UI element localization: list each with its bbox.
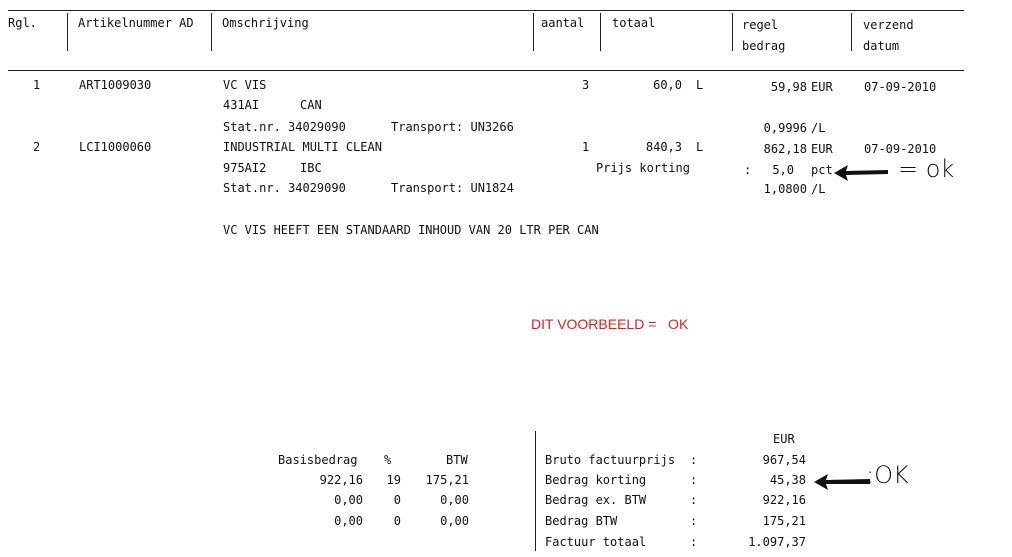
totals-value: 1.097,37: [748, 535, 806, 549]
line-number: 1: [33, 78, 41, 92]
quantity: 1: [582, 140, 590, 154]
discount-unit: pct: [811, 163, 833, 177]
col-header-rgl: Rgl.: [8, 16, 37, 30]
totals-separator-colon: :: [690, 453, 698, 467]
header-separator: [533, 13, 534, 51]
article-number: ART1009030: [79, 78, 152, 92]
col-header-verzend: verzend: [863, 18, 914, 32]
discount-label: Prijs korting: [596, 161, 690, 175]
totals-value: 922,16: [762, 493, 806, 507]
unit-price: 0,9996: [763, 121, 807, 135]
totals-label: Bruto factuurprijs: [545, 453, 676, 467]
total-quantity: 840,3: [645, 140, 682, 154]
quantity: 3: [582, 78, 590, 92]
currency: EUR: [811, 80, 833, 94]
col-header-regel: regel: [742, 18, 779, 32]
vat-percent: 19: [386, 473, 401, 487]
vat-percent: 0: [393, 493, 401, 507]
col-header-totaal: totaal: [612, 16, 656, 30]
vat-base: 0,00: [334, 514, 363, 528]
totals-separator-colon: :: [690, 493, 698, 507]
hand-arrow-icon: [812, 472, 872, 492]
col-header-aantal: aantal: [541, 16, 585, 30]
totals-separator-colon: :: [690, 535, 698, 549]
transport-code: Transport: UN1824: [391, 181, 514, 195]
vat-percent: 0: [393, 514, 401, 528]
description: VC VIS: [223, 78, 267, 92]
description: INDUSTRIAL MULTI CLEAN: [223, 140, 382, 154]
per-unit: /L: [811, 182, 826, 196]
product-code: 975AI2: [223, 161, 267, 175]
totals-separator: [535, 431, 536, 551]
col-header-bedrag: bedrag: [742, 39, 786, 53]
line-amount: 862,18: [763, 142, 807, 156]
packaging: IBC: [300, 161, 322, 175]
header-bottom-rule: [8, 70, 964, 71]
vat-base: 0,00: [334, 493, 363, 507]
remark-text: VC VIS HEEFT EEN STANDAARD INHOUD VAN 20 LTR PER CAN: [223, 223, 599, 237]
totals-label: Factuur totaal: [545, 535, 647, 549]
vat-amount: 175,21: [425, 473, 469, 487]
total-quantity: 60,0: [653, 78, 682, 92]
unit-price: 1,0800: [763, 182, 807, 196]
header-separator: [732, 13, 733, 51]
discount-separator: :: [744, 163, 752, 177]
ship-date: 07-09-2010: [864, 142, 937, 156]
totals-value: 45,38: [769, 473, 806, 487]
header-separator: [600, 13, 601, 51]
totals-separator-colon: :: [690, 514, 698, 528]
col-header-artikelnummer: Artikelnummer AD: [78, 16, 194, 30]
vat-header-percent: %: [384, 453, 392, 467]
handwritten-ok-annotation: :OK: [866, 461, 909, 489]
vat-amount: 0,00: [440, 493, 469, 507]
vat-header-base: Basisbedrag: [278, 453, 358, 467]
line-number: 2: [33, 140, 41, 154]
header-separator: [851, 13, 852, 51]
vat-amount: 0,00: [440, 514, 469, 528]
col-header-omschrijving: Omschrijving: [222, 16, 309, 30]
per-unit: /L: [811, 121, 826, 135]
header-top-rule: [8, 10, 964, 11]
product-code: 431AI: [223, 98, 260, 112]
totals-label: Bedrag ex. BTW: [545, 493, 647, 507]
example-ok-annotation: DIT VOORBEELD = OK: [531, 316, 689, 332]
ship-date: 07-09-2010: [864, 80, 937, 94]
totals-currency: EUR: [773, 432, 795, 446]
handwritten-ok-annotation: = ok: [898, 155, 955, 183]
currency: EUR: [811, 142, 833, 156]
unit: L: [696, 78, 704, 92]
totals-separator-colon: :: [690, 473, 698, 487]
totals-value: 967,54: [762, 453, 806, 467]
totals-label: Bedrag BTW: [545, 514, 618, 528]
packaging: CAN: [300, 98, 322, 112]
stat-number: Stat.nr. 34029090: [223, 181, 346, 195]
col-header-datum: datum: [863, 39, 900, 53]
discount-value: 5,0: [772, 163, 794, 177]
vat-base: 922,16: [319, 473, 363, 487]
totals-label: Bedrag korting: [545, 473, 647, 487]
header-separator: [211, 13, 212, 51]
stat-number: Stat.nr. 34029090: [223, 120, 346, 134]
header-separator: [67, 13, 68, 51]
totals-value: 175,21: [762, 514, 806, 528]
article-number: LCI1000060: [79, 140, 152, 154]
line-amount: 59,98: [770, 80, 807, 94]
vat-header-vat: BTW: [446, 453, 468, 467]
transport-code: Transport: UN3266: [391, 120, 514, 134]
hand-arrow-icon: [832, 162, 890, 184]
unit: L: [696, 140, 704, 154]
